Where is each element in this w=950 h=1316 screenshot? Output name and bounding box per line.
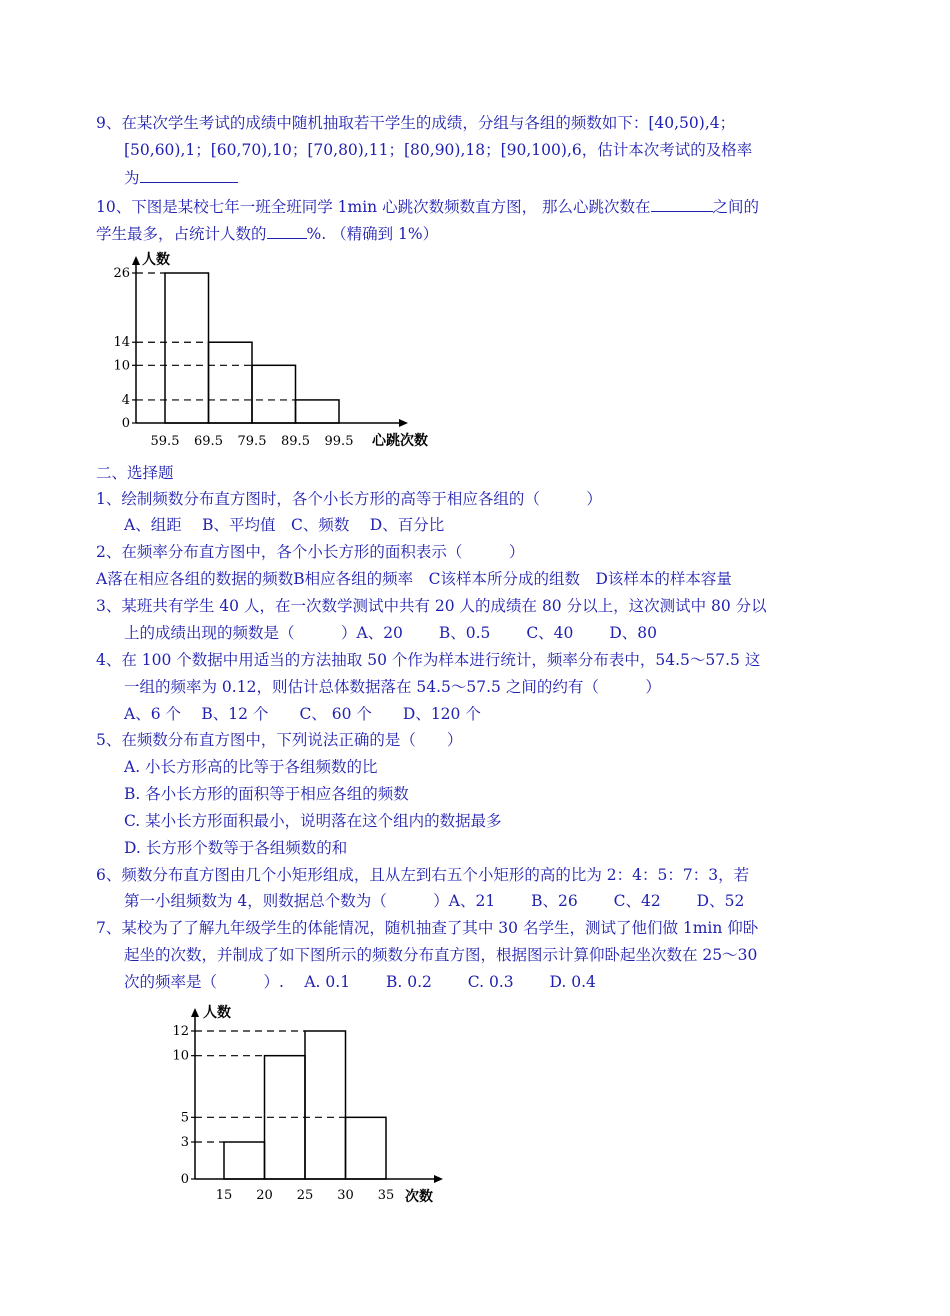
q7-line3: 次的频率是（ ）. A. 0.1 B. 0.2 C. 0.3 D. 0.4 xyxy=(124,973,596,991)
q5-option-a: A. 小长方形高的比等于各组频数的比 xyxy=(124,758,378,776)
q7-line1: 7、某校为了了解九年级学生的体能情况，随机抽查了其中 30 名学生，测试了他们做 1min 仰卧 xyxy=(96,919,759,937)
q10-line2 xyxy=(96,222,438,245)
chart1-x-tick-label: 79.5 xyxy=(237,434,267,449)
chart2-x-tick-label: 20 xyxy=(256,1188,273,1203)
q1-options: A、组距 B、平均值 C、频数 D、百分比 xyxy=(124,516,445,534)
q5-option-c: C. 某小长方形面积最小，说明落在这个组内的数据最多 xyxy=(124,812,502,830)
chart2-x-arrow xyxy=(434,1175,443,1183)
chart2-bar xyxy=(346,1117,387,1179)
q6-line2: 第一小组频数为 4，则数据总个数为（ ）A、21 B、26 C、42 D、52 xyxy=(124,892,745,910)
chart2-y-tick-label: 12 xyxy=(172,1024,189,1039)
chart2-bar xyxy=(305,1031,346,1179)
chart2-x-tick-label: 15 xyxy=(215,1188,233,1203)
heartbeat-histogram xyxy=(100,245,460,457)
q1-stem: 1、绘制频数分布直方图时，各个小长方形的高等于相应各组的（ ） xyxy=(96,490,602,508)
q4-line2: 一组的频率为 0.12，则估计总体数据落在 54.5～57.5 之间的约有（ ） xyxy=(124,678,661,696)
chart1-y-tick-label: 14 xyxy=(113,335,130,351)
q5-option-b: B. 各小长方形的面积等于相应各组的频数 xyxy=(124,785,409,803)
q5-stem: 5、在频数分布直方图中，下列说法正确的是（ ） xyxy=(96,731,463,749)
q9-answer-blank[interactable] xyxy=(140,166,238,183)
chart1-y-tick-label: 26 xyxy=(113,266,130,281)
chart2-y-arrow xyxy=(191,1008,199,1017)
q6-line1: 6、频数分布直方图由几个小矩形组成，且从左到右五个小矩形的高的比为 2：4：5：7：3，若 xyxy=(96,866,750,884)
q10-line1-a: 10、下图是某校七年一班全班同学 1min 心跳次数频数直方图， 那么心跳次数在 xyxy=(96,198,651,216)
chart1-x-tick-label: 59.5 xyxy=(150,434,180,449)
chart1-x-tick-label: 69.5 xyxy=(194,434,223,449)
q7-line2: 起坐的次数，并制成了如下图所示的频数分布直方图，根据图示计算仰卧起坐次数在 25～30 xyxy=(124,946,758,964)
chart1-y-tick-label: 0 xyxy=(121,416,130,431)
chart1-y-tick-label: 4 xyxy=(121,392,130,408)
chart1-y-tick-label: 10 xyxy=(113,358,130,374)
q10-range-blank[interactable] xyxy=(651,195,713,212)
q5-option-d: D. 长方形个数等于各组频数的和 xyxy=(124,839,348,857)
chart2-x-tick-label: 30 xyxy=(337,1188,354,1203)
chart1-x-arrow xyxy=(399,419,408,427)
chart1-xlabel: 心跳次数 xyxy=(372,433,428,449)
chart2-y-tick-label: 10 xyxy=(172,1048,189,1064)
section2-heading: 二、选择题 xyxy=(96,464,174,482)
chart1-x-tick-label: 99.5 xyxy=(324,434,354,449)
chart1-ylabel: 人数 xyxy=(142,252,170,268)
situp-histogram xyxy=(165,995,465,1207)
chart2-y-tick-label: 5 xyxy=(180,1110,189,1126)
q2-stem: 2、在频率分布直方图中，各个小长方形的面积表示（ ） xyxy=(96,543,525,561)
chart1-bar xyxy=(209,342,253,423)
q3-line2: 上的成绩出现的频数是（ ）A、20 B、0.5 C、40 D、80 xyxy=(124,624,657,642)
q2-options: A落在相应各组的数据的频数B相应各组的频率 C该样本所分成的组数 D该样本的样本容量 xyxy=(96,570,732,588)
q4-options: A、6 个 B、12 个 C、 60 个 D、120 个 xyxy=(124,705,481,723)
chart2-x-tick-label: 35 xyxy=(377,1188,395,1203)
q10-percent-blank[interactable] xyxy=(267,222,307,239)
q9-line3 xyxy=(124,166,238,189)
chart2-y-tick-label: 3 xyxy=(180,1135,189,1150)
q9-line3-text: 为 xyxy=(124,169,140,187)
chart2-bar xyxy=(224,1142,265,1179)
chart2-xlabel: 次数 xyxy=(405,1189,433,1205)
q9-line1: 9、在某次学生考试的成绩中随机抽取若干学生的成绩，分组与各组的频数如下：[40,50),4； xyxy=(96,114,736,132)
q10-line2-a: 学生最多，占统计人数的 xyxy=(96,225,267,243)
chart1-x-tick-label: 89.5 xyxy=(281,434,310,449)
chart2-ylabel: 人数 xyxy=(203,1005,231,1021)
q4-line1: 4、在 100 个数据中用适当的方法抽取 50 个作为样本进行统计，频率分布表中，54.5～57.5 这 xyxy=(96,651,761,669)
chart1-bar xyxy=(252,365,296,423)
q10-line1-b: 之间的 xyxy=(712,198,760,216)
chart1-y-arrow xyxy=(132,256,140,265)
q10-line1 xyxy=(96,195,759,218)
chart2-y-tick-label: 0 xyxy=(180,1172,189,1187)
chart2-x-tick-label: 25 xyxy=(296,1188,314,1203)
q9-line2: [50,60),1；[60,70),10；[70,80),11；[80,90),18；[90,100),6，估计本次考试的及格率 xyxy=(124,141,753,159)
q3-line1: 3、某班共有学生 40 人，在一次数学测试中共有 20 人的成绩在 80 分以上，这次测试中 80 分以 xyxy=(96,597,767,615)
q10-line2-b: %. （精确到 1%） xyxy=(306,225,439,243)
chart1-bar xyxy=(296,400,340,423)
